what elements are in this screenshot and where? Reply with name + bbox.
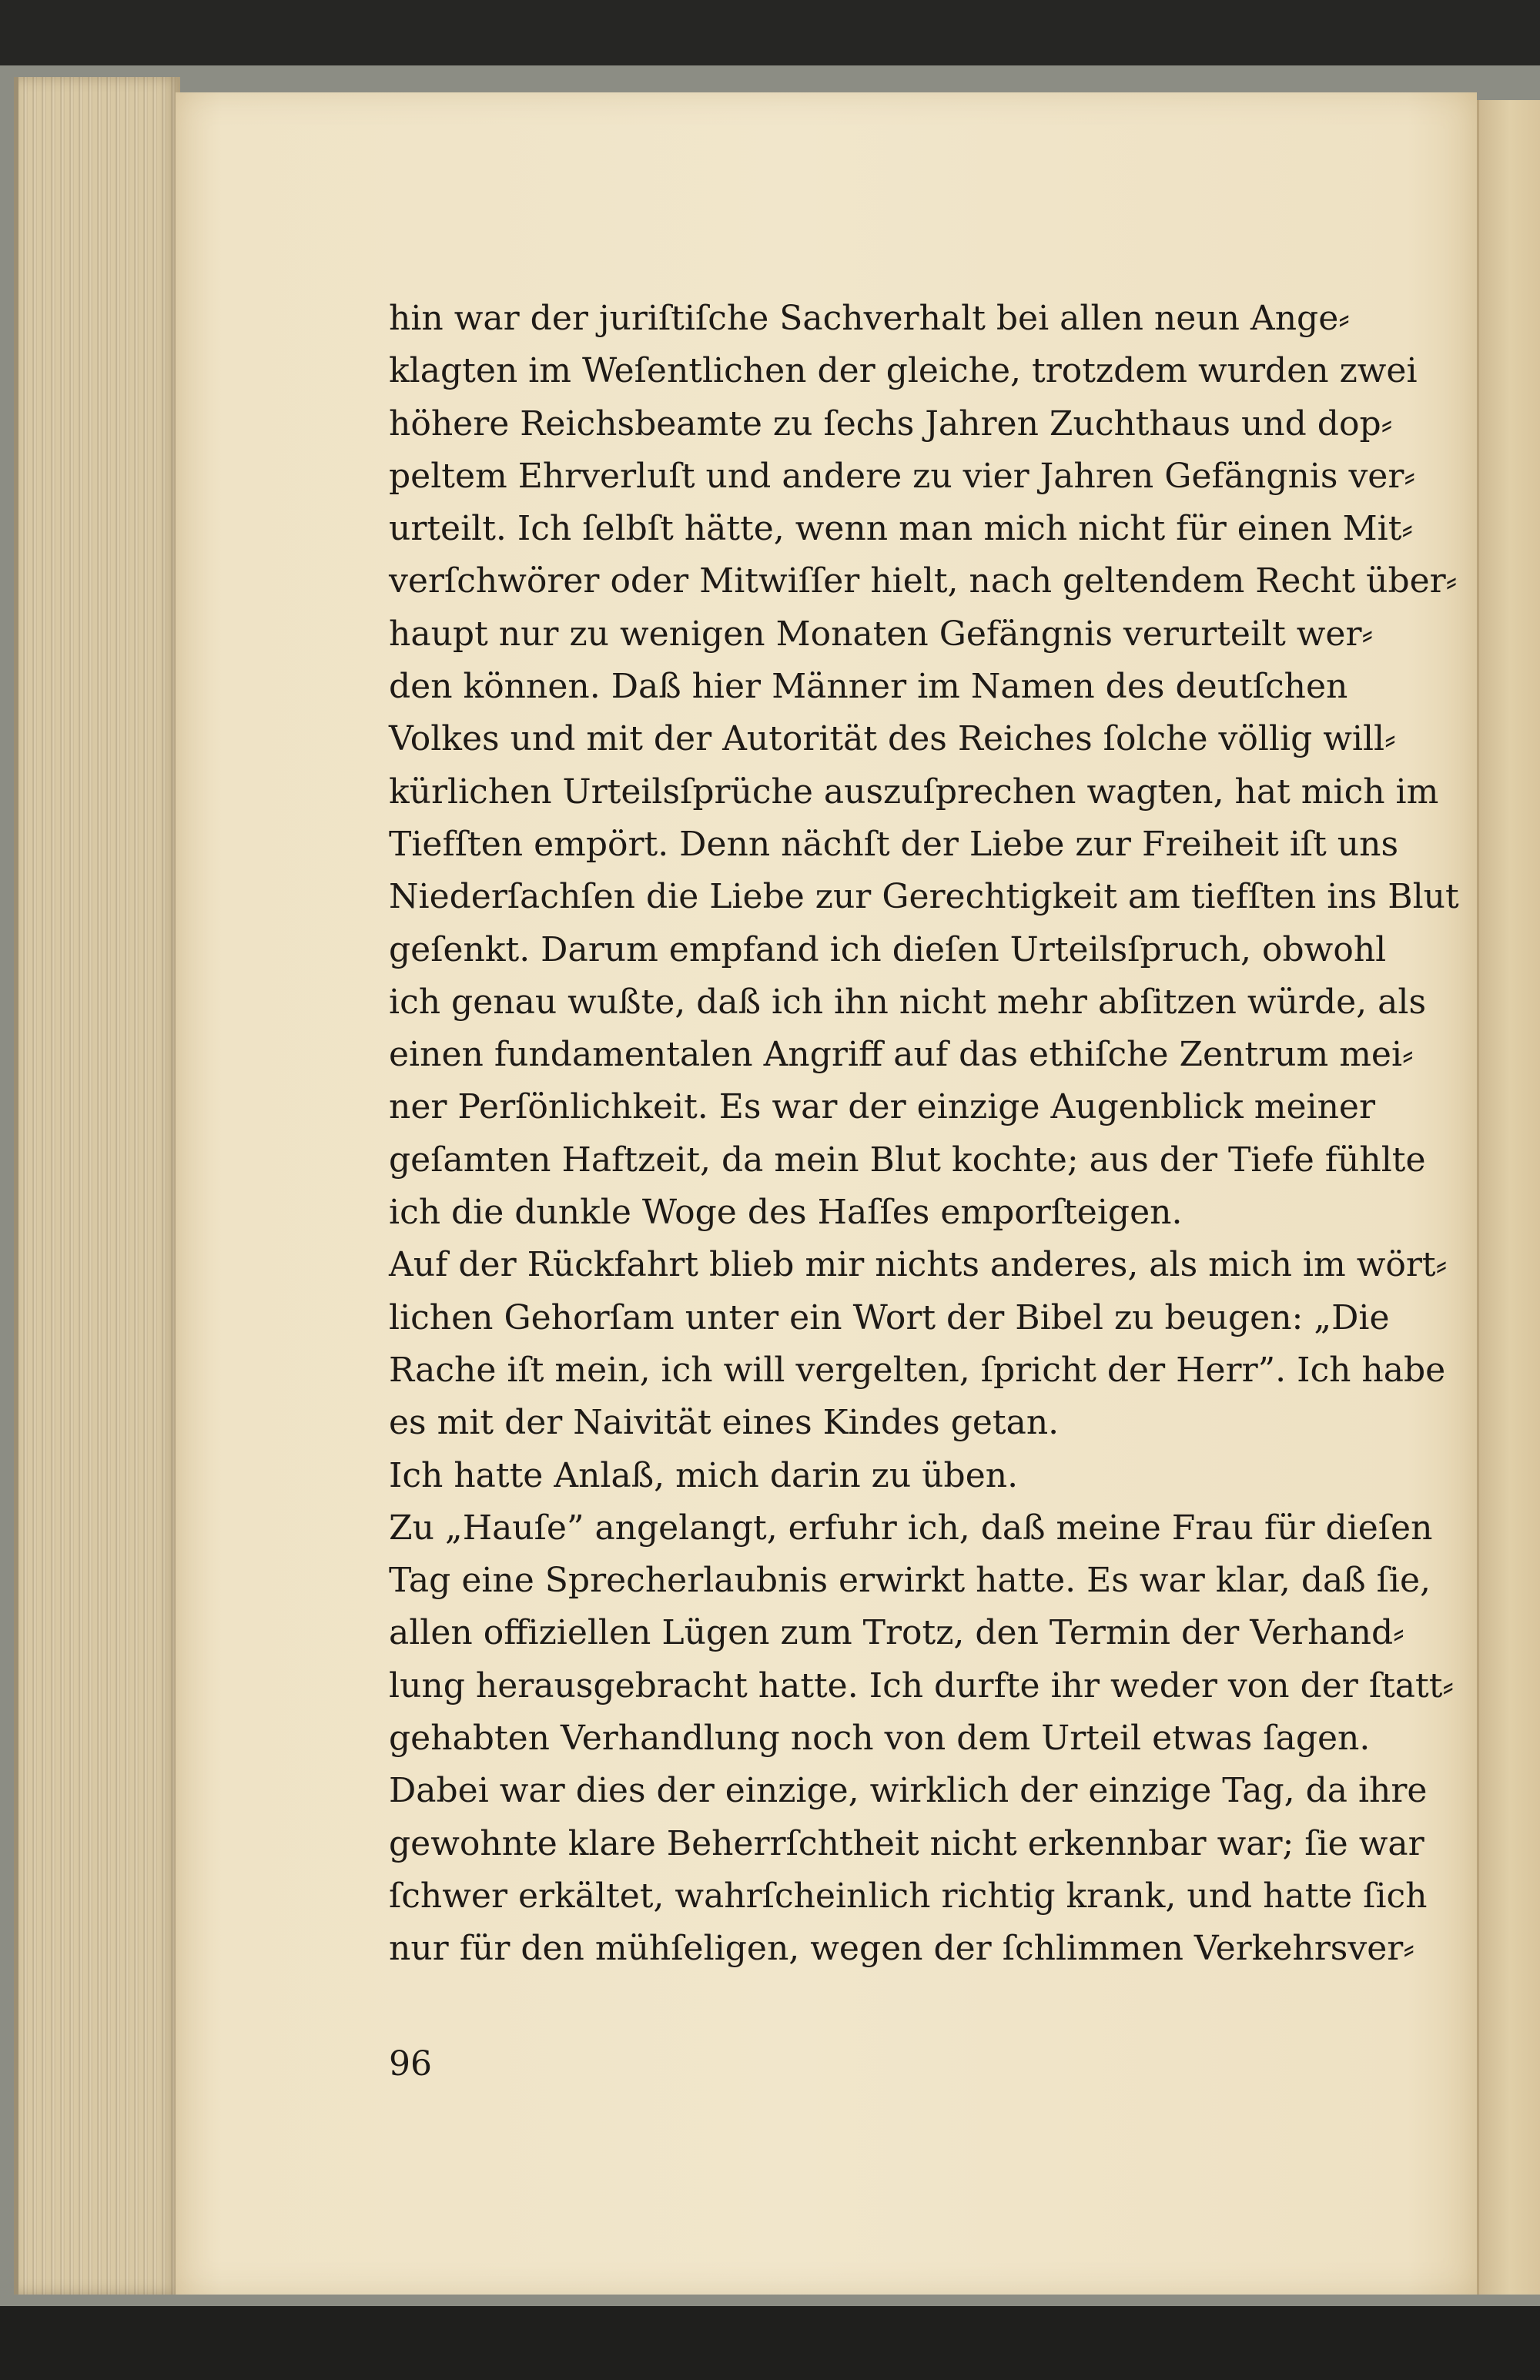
text-line: ich die dunkle Woge des Haſſes emporſteigen. <box>389 1193 1183 1233</box>
text-line: peltem Ehrverluſt und andere zu vier Jahren Gefängnis ver⸗ <box>389 456 1416 496</box>
text-line: urteilt. Ich ſelbſt hätte, wenn man mich nicht für einen Mit⸗ <box>389 509 1414 549</box>
text-line: lung herausgebracht hatte. Ich durfte ihr weder von der ſtatt⸗ <box>389 1665 1455 1705</box>
text-line: gehabten Verhandlung noch von dem Urteil etwas ſagen. <box>389 1719 1371 1759</box>
text-line: Auf der Rückfahrt blieb mir nichts anderes, als mich im wört⸗ <box>389 1245 1448 1285</box>
text-line: geſamten Haftzeit, da mein Blut kochte; aus der Tiefe fühlte <box>389 1140 1426 1180</box>
text-line: Volkes und mit der Autorität des Reiches ſolche völlig will⸗ <box>389 719 1396 759</box>
text-line: ner Perſönlichkeit. Es war der einzige Augenblick meiner <box>389 1087 1375 1127</box>
text-line: Ich hatte Anlaß, mich darin zu üben. <box>389 1455 1019 1495</box>
text-line: Niederſachſen die Liebe zur Gerechtigkeit am tiefſten ins Blut <box>389 877 1459 917</box>
backdrop-bottom <box>0 2306 1540 2380</box>
text-line: verſchwörer oder Mitwiſſer hielt, nach geltendem Recht über⸗ <box>389 561 1458 601</box>
text-line: höhere Reichsbeamte zu ſechs Jahren Zuchthaus und dop⸗ <box>389 403 1393 444</box>
page-number: 96 <box>389 2044 432 2084</box>
text-line: gewohnte klare Beherrſchtheit nicht erkennbar war; ſie war <box>389 1823 1424 1863</box>
text-line: Tiefſten empört. Denn nächſt der Liebe zur Freiheit iſt uns <box>389 824 1399 864</box>
text-line: haupt nur zu wenigen Monaten Gefängnis verurteilt wer⸗ <box>389 614 1374 654</box>
backdrop-top <box>0 0 1540 73</box>
text-line: Zu „Hauſe” angelangt, erfuhr ich, daß meine Frau für dieſen <box>389 1508 1433 1548</box>
text-line: lichen Gehorſam unter ein Wort der Bibel zu beugen: „Die <box>389 1297 1390 1337</box>
text-line: klagten im Weſentlichen der gleiche, trotzdem wurden zwei <box>389 351 1418 391</box>
text-line: Rache iſt mein, ich will vergelten, ſpricht der Herr”. Ich habe <box>389 1350 1446 1390</box>
text-line: kürlichen Urteilsſprüche auszuſprechen wagten, hat mich im <box>389 772 1439 812</box>
text-line: einen fundamentalen Angriff auf das ethiſche Zentrum mei⸗ <box>389 1035 1414 1075</box>
text-line: es mit der Naivität eines Kindes getan. <box>389 1403 1060 1443</box>
text-line: allen offiziellen Lügen zum Trotz, den Termin der Verhand⸗ <box>389 1613 1404 1653</box>
next-page-edge <box>1477 100 1540 2295</box>
page-edges <box>14 77 180 2295</box>
text-line: nur für den mühſeligen, wegen der ſchlimmen Verkehrsver⸗ <box>389 1929 1414 1969</box>
body-text <box>389 293 1459 1976</box>
text-line: Dabei war dies der einzige, wirklich der einzige Tag, da ihre <box>389 1771 1428 1811</box>
text-line: Tag eine Sprecherlaubnis erwirkt hatte. Es war klar, daß ſie, <box>389 1561 1431 1601</box>
text-line: hin war der juriſtiſche Sachverhalt bei allen neun Ange⸗ <box>389 299 1350 338</box>
text-line: ſchwer erkältet, wahrſcheinlich richtig krank, und hatte ſich <box>389 1876 1428 1916</box>
text-line: ich genau wußte, daß ich ihn nicht mehr abſitzen würde, als <box>389 982 1427 1022</box>
text-line: den können. Daß hier Männer im Namen des deutſchen <box>389 667 1348 707</box>
text-line: geſenkt. Darum empfand ich dieſen Urteilsſpruch, obwohl <box>389 929 1387 969</box>
